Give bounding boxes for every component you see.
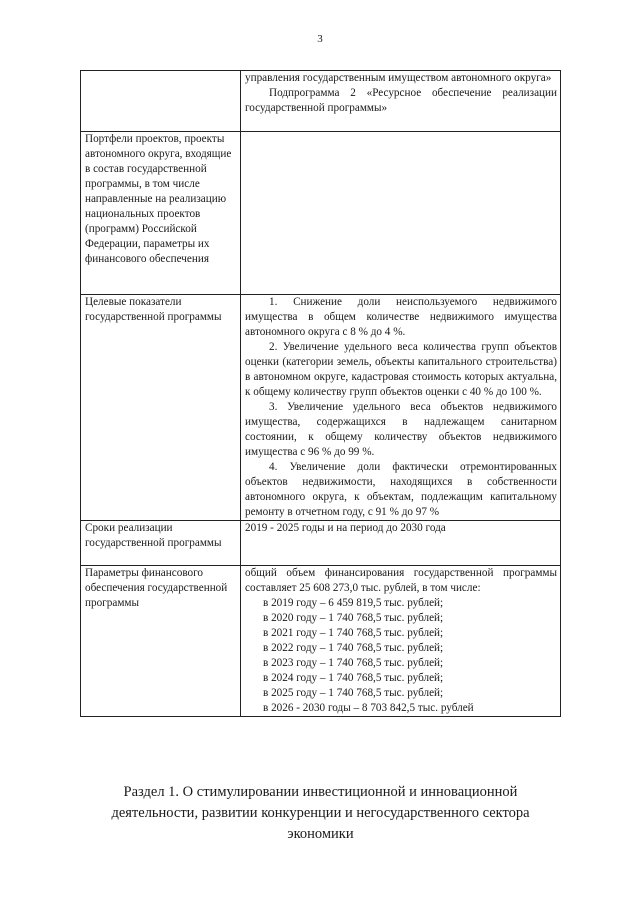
table-row <box>81 132 561 295</box>
funding-year: в 2020 году – 1 740 768,5 тыс. рублей; <box>263 612 444 624</box>
table-row <box>81 566 561 717</box>
row-label: Сроки реализации государственной программы <box>81 521 241 566</box>
row-label: Параметры финансового обеспечения государственной программы <box>81 566 241 717</box>
row-label: Портфели проектов, проекты автономного округа, входящие в состав государственной программы, в том числе направленные на реализацию национальных проектов (программ) Российской Федерации, параметры их финансового обеспечения <box>81 132 241 295</box>
row-value <box>241 295 561 521</box>
funding-year: в 2025 году – 1 740 768,5 тыс. рублей; <box>263 687 444 699</box>
row-value <box>241 71 561 132</box>
row-label: Целевые показатели государственной программы <box>81 295 241 521</box>
table-row <box>81 71 561 132</box>
row-value <box>241 132 561 295</box>
funding-year: в 2021 году – 1 740 768,5 тыс. рублей; <box>263 627 444 639</box>
funding-year: в 2019 году – 6 459 819,5 тыс. рублей; <box>263 597 444 609</box>
page-number: 3 <box>317 33 323 45</box>
funding-year: в 2024 году – 1 740 768,5 тыс. рублей; <box>263 672 444 684</box>
table-row <box>81 521 561 566</box>
target-indicator-4: 4. Увеличение доли фактически отремонтированных объектов недвижимости, находящихся в собственности автономного округа, к объектам, подлежащим капитальному ремонту в отчетном году, с 91 % до 97 % <box>245 461 557 518</box>
program-passport-table <box>80 70 561 717</box>
row-label <box>81 71 241 132</box>
section-heading <box>80 782 561 845</box>
subprogram-1-tail: управления государственным имуществом автономного округа» <box>245 72 552 84</box>
target-indicator-3: 3. Увеличение удельного веса объектов недвижимого имущества, содержащихся в надлежащем санитарном состоянии, к общему количеству объектов недвижимого имущества с 96 % до 99 %. <box>245 401 557 458</box>
subprogram-2: Подпрограмма 2 «Ресурсное обеспечение реализации государственной программы» <box>245 87 557 114</box>
funding-year: в 2026 - 2030 годы – 8 703 842,5 тыс. рублей <box>263 702 474 714</box>
row-value <box>241 521 561 566</box>
funding-year: в 2022 году – 1 740 768,5 тыс. рублей; <box>263 642 444 654</box>
section-heading-line: экономики <box>287 826 354 842</box>
funding-year: в 2023 году – 1 740 768,5 тыс. рублей; <box>263 657 444 669</box>
row-value <box>241 566 561 717</box>
table-row <box>81 295 561 521</box>
section-heading-line: деятельности, развитии конкуренции и негосударственного сектора <box>111 805 530 821</box>
target-indicator-1: 1. Снижение доли неиспользуемого недвижимого имущества в общем количестве недвижимого имущества автономного округа с 8 % до 4 %. <box>245 296 557 338</box>
funding-total: общий объем финансирования государственной программы составляет 25 608 273,0 тыс. рублей, в том числе: <box>245 567 557 594</box>
target-indicator-2: 2. Увеличение удельного веса количества групп объектов оценки (категории земель, объекты капитального строительства) в автономном округе, кадастровая стоимость которых актуальна, к общему количеству групп объектов оценки с 40 % до 100 %. <box>245 341 557 398</box>
section-heading-line: Раздел 1. О стимулировании инвестиционной и инновационной <box>123 784 518 800</box>
implementation-period: 2019 - 2025 годы и на период до 2030 года <box>245 522 446 534</box>
